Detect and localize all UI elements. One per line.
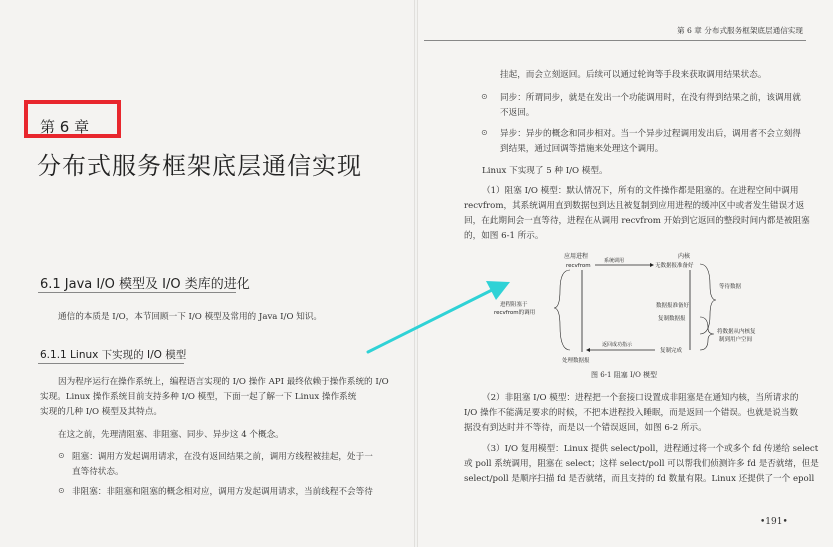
bullet-icon: ⊙ [481, 92, 488, 101]
bullet-line: 阻塞：调用方发起调用请求，在没有返回结果之前，调用方线程被挂起，处于一 [72, 452, 373, 462]
bullet-line: 到结果，通过回调等措施来处理这个调用。 [500, 144, 664, 154]
paragraph-line: 或 poll 系统调用，阻塞在 select；这样 select/poll 可以帮我们侦测许多 fd 是否就绪，但是 [464, 459, 819, 469]
copy-to-user-label: 将数据从内核复 [717, 329, 756, 335]
paragraph-line: 回，在此期间会一直等待，进程在从调用 recvfrom 开始到它返回的整段时间内都是被阻塞 [464, 216, 810, 226]
page-number: •191• [760, 517, 788, 527]
paragraph-line: 在这之前，先理清阻塞、非阻塞、同步、异步这 4 个概念。 [58, 430, 284, 440]
bullet-line: 异步：异步的概念和同步相对。当一个异步过程调用发出后，调用者不会立刻得 [500, 129, 801, 139]
paragraph-line: （1）阻塞 I/O 模型：默认情况下，所有的文件操作都是阻塞的。在进程空间中调用 [482, 186, 799, 196]
paragraph-line: 的，如图 6-1 所示。 [464, 231, 544, 241]
app-process-label: 应用进程 [564, 253, 589, 260]
kernel-label: 内核 [678, 253, 691, 260]
figure-caption: 图 6-1 阻塞 I/O 模型 [591, 371, 658, 379]
running-header: 第 6 章 分布式服务框架底层通信实现 [677, 26, 803, 35]
bullet-line: 直等待状态。 [72, 467, 124, 477]
paragraph-line: recvfrom，其系统调用直到数据包到达且被复制到应用进程的缓冲区中或者发生错误才返 [464, 201, 805, 211]
chapter-title: 分布式服务框架底层通信实现 [37, 152, 362, 180]
copy-datagram-label: 复制数据报 [658, 316, 686, 322]
no-datagram-label: 无数据报准备好 [655, 263, 694, 269]
blocking-io-diagram [490, 250, 820, 365]
process-blocked-label: 进程阻塞于 [500, 302, 528, 308]
paragraph-line: 实现。Linux 操作系统目前支持多种 I/O 模型，下面一起了解一下 Linux 操作系统 [40, 392, 357, 402]
return-success-label: 返回成功指示 [602, 342, 633, 348]
subsection-underline [38, 363, 184, 364]
paragraph-line: I/O 操作不能满足要求的时候，不把本进程投入睡眠，而是返回一个错误。也就是说当数 [464, 408, 799, 418]
paragraph-line: 因为程序运行在操作系统上，编程语言实现的 I/O 操作 API 最终依赖于操作系统的 I/O [58, 377, 389, 387]
bullet-icon: ⊙ [58, 486, 65, 495]
bullet-line: 不返回。 [500, 108, 535, 118]
paragraph-line: 实现的几种 I/O 模型及其特点。 [40, 407, 162, 417]
syscall-label: 系统调用 [604, 258, 625, 264]
process-datagram-label: 处理数据报 [562, 358, 590, 364]
left-page [0, 0, 414, 547]
copy-to-user-label-2: 制到用户空间 [719, 337, 753, 343]
subsection-title: 6.1.1 Linux 下实现的 I/O 模型 [40, 349, 187, 361]
header-rule [424, 40, 806, 41]
recvfrom-label: recvfrom [566, 263, 591, 269]
bullet-icon: ⊙ [481, 128, 488, 137]
paragraph-line: （3）I/O 复用模型：Linux 提供 select/poll，进程通过将一个或多个 fd 传递给 select [482, 444, 819, 454]
section-underline [38, 292, 236, 293]
paragraph-line: 据没有到达时并不等待，而是以一个错误返回，如图 6-2 所示。 [464, 423, 707, 433]
chapter-number: 第 6 章 [40, 118, 90, 136]
paragraph-line: select/poll 是顺序扫描 fd 是否就绪，而且支持的 fd 数量有限。Linux 还提供了一个 epoll [464, 474, 815, 484]
recvfrom-call-label: recvfrom的调用 [494, 310, 536, 316]
section-title: 6.1 Java I/O 模型及 I/O 类库的进化 [40, 277, 250, 292]
copy-complete-label: 复制完成 [660, 348, 683, 354]
datagram-ready-label: 数据报准备好 [656, 303, 690, 309]
paragraph-line: Linux 下实现了 5 种 I/O 模型。 [482, 166, 608, 176]
wait-data-label: 等待数据 [719, 284, 742, 290]
paragraph-line: （2）非阻塞 I/O 模型：进程把一个套接口设置成非阻塞是在通知内核，当所请求的 [482, 393, 799, 403]
bullet-line: 非阻塞：非阻塞和阻塞的概念相对应，调用方发起调用请求，当前线程不会等待 [72, 487, 373, 497]
bullet-line: 同步：所谓同步，就是在发出一个功能调用时，在没有得到结果之前，该调用就 [500, 93, 801, 103]
intro-paragraph: 通信的本质是 I/O，本节回顾一下 I/O 模型及常用的 Java I/O 知识。 [58, 312, 323, 322]
bullet-icon: ⊙ [58, 451, 65, 460]
paragraph-line: 挂起，而会立刻返回。后续可以通过轮询等手段来获取调用结果状态。 [500, 70, 767, 80]
